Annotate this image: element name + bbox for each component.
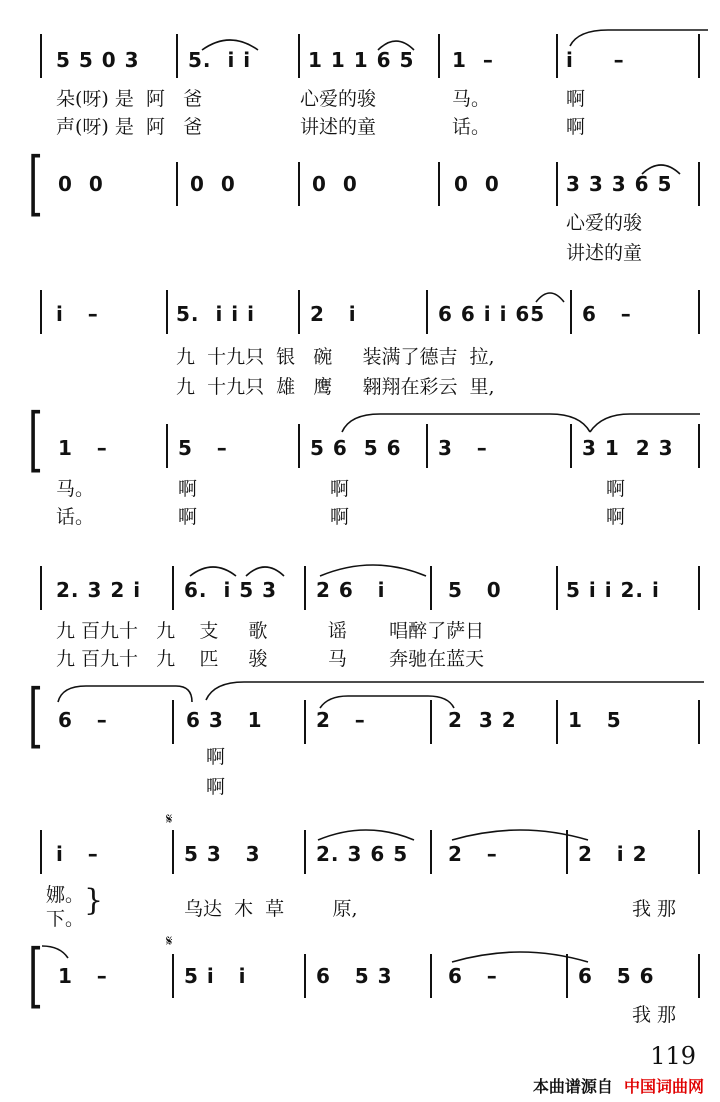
- lower-lyric-2a: 话。: [56, 506, 95, 528]
- upper-notes-m3: 1 1 1 6 5: [308, 48, 415, 72]
- tie: [450, 826, 590, 842]
- barline: [304, 566, 306, 610]
- barline: [438, 162, 440, 206]
- upper-notes-m1: i –: [56, 842, 99, 866]
- lower-notes-m4: 3 –: [438, 436, 488, 460]
- lower-lyric-2d: 啊: [606, 506, 626, 528]
- lyric-line-2: 九 十九只 雄 鹰 翱翔在彩云 里,: [176, 376, 495, 398]
- slur: [200, 36, 260, 52]
- barline: [166, 424, 168, 468]
- lower-lyric-2: 啊: [206, 776, 226, 798]
- lyric-line-1a: 朵(呀) 是 阿 爸: [56, 88, 203, 110]
- lower-lyric-1: 心爱的骏: [566, 212, 643, 234]
- barline: [172, 830, 174, 874]
- tie: [340, 412, 700, 434]
- upper-notes-m3: 2 i: [310, 302, 357, 326]
- barline: [40, 566, 42, 610]
- upper-notes-m1: i –: [56, 302, 99, 326]
- site-name-link[interactable]: 中国词曲网: [623, 1077, 704, 1096]
- upper-notes-m1: 5 5 0 3: [56, 48, 140, 72]
- lower-notes-m3: 6 5 3: [316, 964, 393, 988]
- lyric-line-1a: 娜。: [46, 884, 85, 906]
- barline: [298, 290, 300, 334]
- barline: [40, 290, 42, 334]
- barline: [430, 954, 432, 998]
- lyric-line-1b: 心爱的骏: [300, 88, 377, 110]
- barline: [176, 162, 178, 206]
- lyric-line-1: 九 十九只 银 碗 装满了德吉 拉,: [176, 346, 495, 368]
- lower-lyric-2b: 啊: [178, 506, 198, 528]
- lower-notes-m3: 5 6 5 6: [310, 436, 402, 460]
- barline: [570, 290, 572, 334]
- lyric-line-2b: 讲述的童: [300, 116, 377, 138]
- lower-notes-m3: 2 –: [316, 708, 366, 732]
- page-number: 119: [650, 1042, 696, 1070]
- lower-notes-m2: 0 0: [190, 172, 236, 196]
- barline: [698, 566, 700, 610]
- verse-brace: }: [84, 883, 104, 918]
- upper-notes-m2: 5. i i: [188, 48, 252, 72]
- barline: [298, 424, 300, 468]
- lower-notes-m5: 1 5: [568, 708, 622, 732]
- upper-notes-m4: 5 0: [448, 578, 502, 602]
- upper-notes-m3: 2 6 i: [316, 578, 386, 602]
- slur: [244, 562, 286, 578]
- barline: [172, 700, 174, 744]
- barline: [698, 830, 700, 874]
- slur: [534, 288, 566, 304]
- barline: [698, 290, 700, 334]
- lower-notes-m5: 3 1 2 3: [582, 436, 674, 460]
- barline: [556, 566, 558, 610]
- system-bracket: [: [28, 142, 44, 224]
- lower-notes-m4: 6 –: [448, 964, 498, 988]
- lower-lyric-2c: 啊: [330, 506, 350, 528]
- barline: [556, 34, 558, 78]
- lower-notes-m2: 6 3 1: [186, 708, 263, 732]
- upper-notes-m4: 6 6 i i 65: [438, 302, 546, 326]
- lower-notes-m1: 1 –: [58, 436, 108, 460]
- barline: [698, 700, 700, 744]
- upper-notes-m5: 6 –: [582, 302, 632, 326]
- slur: [316, 826, 416, 842]
- upper-notes-m5: i –: [566, 48, 625, 72]
- lower-notes-m1: 1 –: [58, 964, 108, 988]
- barline: [430, 830, 432, 874]
- upper-notes-m3: 2. 3 6 5: [316, 842, 409, 866]
- barline: [430, 566, 432, 610]
- slur: [188, 562, 238, 578]
- lower-notes-m5: 3 3 3 6 5: [566, 172, 673, 196]
- lyric-line-2c: 话。: [452, 116, 491, 138]
- lower-notes-m1: 0 0: [58, 172, 104, 196]
- source-label: 本曲谱源自: [532, 1077, 613, 1096]
- lyric-line-2a: 声(呀) 是 阿 爸: [56, 116, 203, 138]
- tie: [450, 948, 590, 964]
- barline: [426, 290, 428, 334]
- segno-mark: 𝄋: [166, 810, 173, 828]
- lower-lyric-1c: 啊: [330, 478, 350, 500]
- system-bracket: [: [28, 934, 44, 1016]
- barline: [172, 566, 174, 610]
- lyric-line-1c: 马。: [452, 88, 491, 110]
- upper-notes-m1: 2. 3 2 i: [56, 578, 142, 602]
- lower-notes-m2: 5 i i: [184, 964, 247, 988]
- barline: [172, 954, 174, 998]
- lyric-line-1b: 乌达 木 草 原,: [184, 898, 358, 920]
- upper-notes-m2: 5. i i i: [176, 302, 255, 326]
- barline: [304, 954, 306, 998]
- lyric-line-1c: 我 那: [632, 898, 677, 920]
- barline: [304, 700, 306, 744]
- upper-notes-m4: 2 –: [448, 842, 498, 866]
- segno-mark: 𝄋: [166, 932, 173, 950]
- slur: [318, 694, 456, 710]
- lower-notes-m1: 6 –: [58, 708, 108, 732]
- barline: [176, 34, 178, 78]
- upper-notes-m5: 2 i 2: [578, 842, 648, 866]
- upper-notes-m2: 6. i 5 3: [184, 578, 278, 602]
- barline: [556, 162, 558, 206]
- slur: [318, 560, 428, 578]
- barline: [304, 830, 306, 874]
- upper-notes-m2: 5 3 3: [184, 842, 261, 866]
- tie: [568, 28, 708, 48]
- lower-lyric-2: 讲述的童: [566, 242, 643, 264]
- barline: [40, 34, 42, 78]
- system-bracket: [: [28, 398, 44, 480]
- upper-notes-m5: 5 i i 2. i: [566, 578, 660, 602]
- barline: [298, 34, 300, 78]
- footer-source: [533, 1074, 704, 1097]
- slur: [376, 36, 416, 52]
- lyric-line-2: 九 百九十 九 匹 骏 马 奔驰在蓝天: [56, 648, 485, 670]
- lower-lyric-1: 啊: [206, 746, 226, 768]
- lower-notes-m5: 6 5 6: [578, 964, 655, 988]
- tie: [40, 944, 70, 960]
- barline: [166, 290, 168, 334]
- lower-notes-m3: 0 0: [312, 172, 358, 196]
- lower-lyric-1b: 啊: [178, 478, 198, 500]
- lower-notes-m4: 0 0: [454, 172, 500, 196]
- lyric-line-2d: 啊: [566, 116, 586, 138]
- barline: [698, 954, 700, 998]
- system-bracket: [: [28, 674, 44, 756]
- tie: [56, 682, 196, 704]
- lyric-line-2a: 下。: [46, 908, 85, 930]
- upper-notes-m4: 1 –: [452, 48, 494, 72]
- lower-lyric-1a: 马。: [56, 478, 95, 500]
- slur: [640, 160, 682, 176]
- lower-notes-m4: 2 3 2: [448, 708, 517, 732]
- barline: [556, 700, 558, 744]
- lyric-line-1: 九 百九十 九 支 歌 谣 唱醉了萨日: [56, 620, 485, 642]
- lyric-line-1d: 啊: [566, 88, 586, 110]
- barline: [698, 162, 700, 206]
- barline: [40, 830, 42, 874]
- lower-notes-m2: 5 –: [178, 436, 228, 460]
- lower-lyric-1: 我 那: [632, 1004, 677, 1026]
- barline: [438, 34, 440, 78]
- lower-lyric-1d: 啊: [606, 478, 626, 500]
- barline: [298, 162, 300, 206]
